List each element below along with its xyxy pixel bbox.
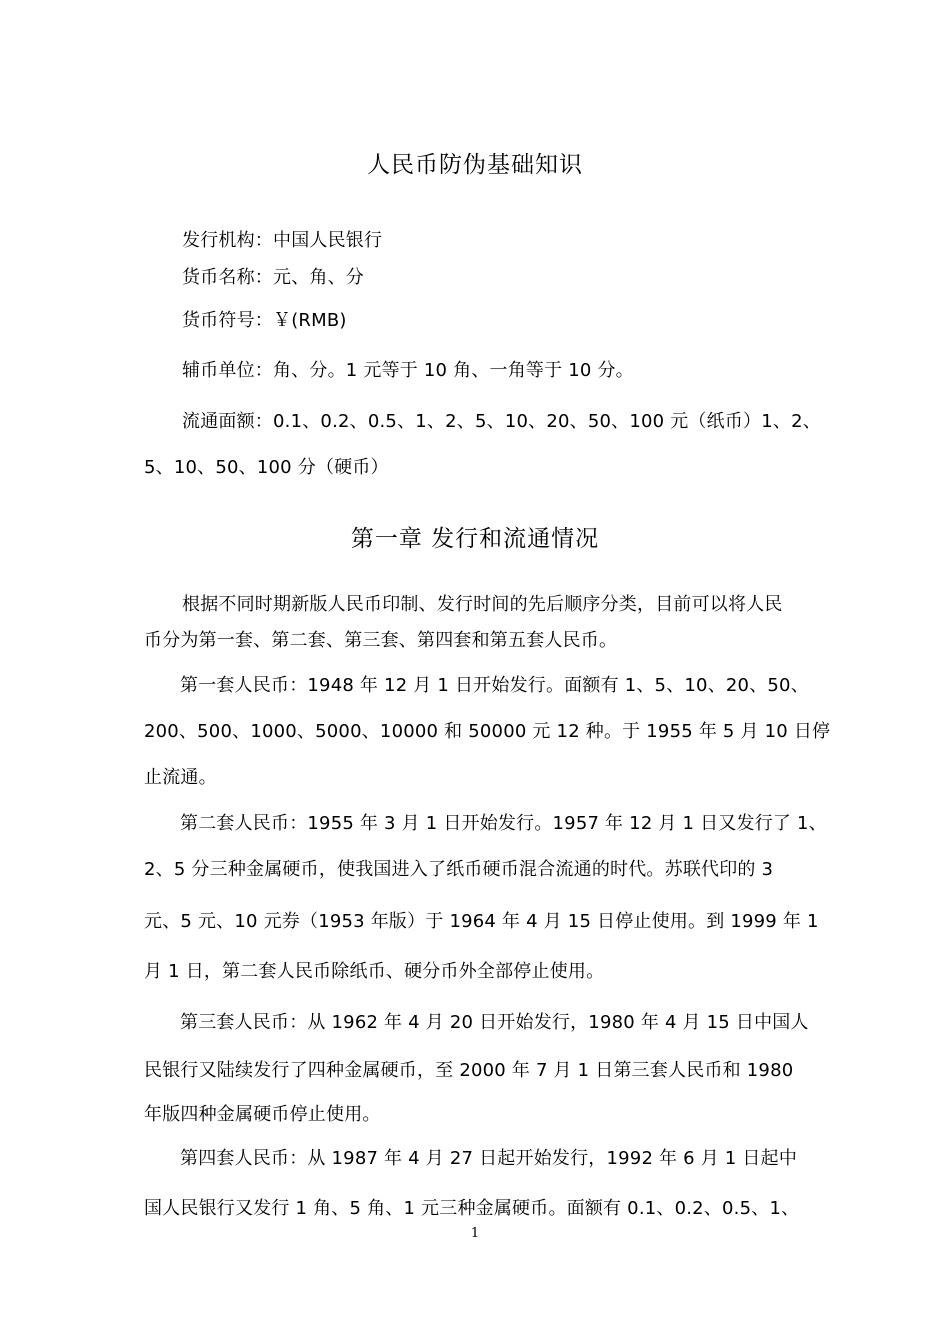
info-subunits: 辅币单位：角、分。1 元等于 10 角、一角等于 10 分。 — [182, 360, 634, 381]
paragraph-set2-line4: 月 1 日，第二套人民币除纸币、硬分币外全部停止使用。 — [144, 961, 605, 982]
paragraph-set1-line1: 第一套人民币：1948 年 12 月 1 日开始发行。面额有 1、5、10、20、50、 — [180, 675, 809, 696]
document-title: 人民币防伪基础知识 — [367, 152, 583, 178]
info-currency-symbol: 货币符号：￥(RMB) — [182, 310, 347, 331]
paragraph-set1-line3: 止流通。 — [144, 767, 217, 788]
page-number: 1 — [470, 1226, 480, 1241]
info-issuer: 发行机构：中国人民银行 — [182, 230, 383, 251]
paragraph-set2-line3: 元、5 元、10 元券（1953 年版）于 1964 年 4 月 15 日停止使用。到 1999 年 1 — [144, 911, 819, 932]
info-denominations-line1: 流通面额：0.1、0.2、0.5、1、2、5、10、20、50、100 元（纸币）1、2、 — [182, 411, 821, 432]
paragraph-set2-line2: 2、5 分三种金属硬币，使我国进入了纸币硬币混合流通的时代。苏联代印的 3 — [144, 859, 774, 880]
paragraph-set3-line2: 民银行又陆续发行了四种金属硬币，至 2000 年 7 月 1 日第三套人民币和 1980 — [144, 1060, 794, 1081]
info-denominations-line2: 5、10、50、100 分（硬币） — [144, 457, 389, 478]
paragraph-set2-line1: 第二套人民币：1955 年 3 月 1 日开始发行。1957 年 12 月 1 日又发行了 1、 — [180, 813, 827, 834]
paragraph-set4-line2: 国人民银行又发行 1 角、5 角、1 元三种金属硬币。面额有 0.1、0.2、0.5、1、 — [144, 1198, 800, 1219]
chapter-title: 第一章 发行和流通情况 — [350, 526, 600, 552]
paragraph-intro-line1: 根据不同时期新版人民币印制、发行时间的先后顺序分类，目前可以将人民 — [182, 594, 783, 615]
paragraph-set3-line3: 年版四种金属硬币停止使用。 — [144, 1104, 381, 1125]
paragraph-set1-line2: 200、500、1000、5000、10000 和 50000 元 12 种。于 1955 年 5 月 10 日停 — [144, 721, 831, 742]
paragraph-set4-line1: 第四套人民币：从 1987 年 4 月 27 日起开始发行，1992 年 6 月 1 日起中 — [180, 1148, 798, 1169]
paragraph-set3-line1: 第三套人民币：从 1962 年 4 月 20 日开始发行，1980 年 4 月 15 日中国人 — [180, 1012, 809, 1033]
info-currency-name: 货币名称：元、角、分 — [182, 267, 364, 288]
paragraph-intro-line2: 币分为第一套、第二套、第三套、第四套和第五套人民币。 — [144, 630, 618, 651]
